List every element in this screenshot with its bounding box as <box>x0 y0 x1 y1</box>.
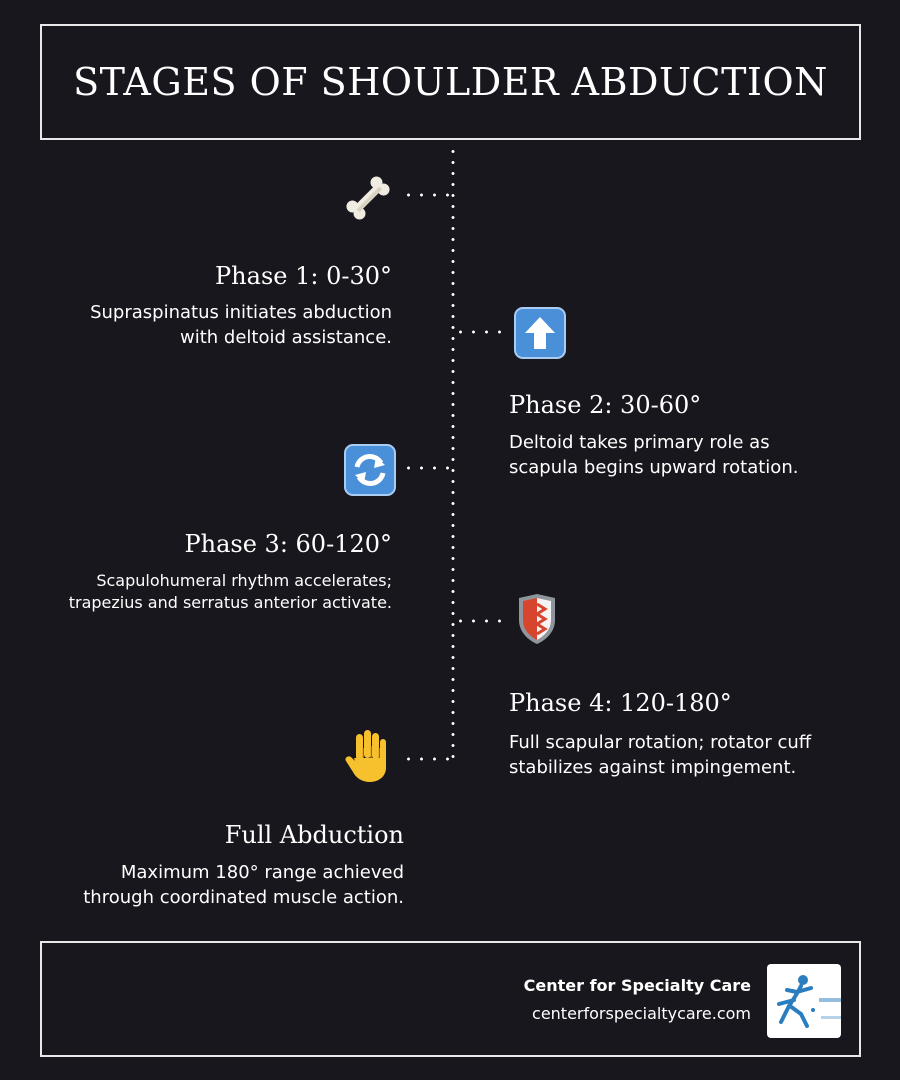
phase-2-description <box>509 430 798 480</box>
runner-logo-icon <box>767 964 841 1038</box>
phase-3-desc-line: trapezius and serratus anterior activate. <box>68 593 392 612</box>
connector-dots <box>402 465 452 471</box>
up-arrow-icon <box>513 306 567 360</box>
full-abduction-description <box>83 860 404 910</box>
phase-2-desc-line: Deltoid takes primary role as <box>509 432 770 453</box>
connector-dots <box>402 192 452 198</box>
phase-2-title: Phase 2: 30-60° <box>509 391 702 419</box>
connector-dots <box>454 618 504 624</box>
connector-dots <box>454 329 504 335</box>
full-abduction-desc-line: Maximum 180° range achieved <box>120 862 404 883</box>
phase-4-description <box>509 730 811 780</box>
phase-1-title: Phase 1: 0-30° <box>215 262 392 290</box>
title-box <box>40 24 861 140</box>
phase-3-title: Phase 3: 60-120° <box>184 530 392 558</box>
phase-3-description <box>69 570 392 614</box>
connector-dots <box>402 756 452 762</box>
phase-2-desc-line: scapula begins upward rotation. <box>509 457 799 478</box>
shield-icon <box>515 592 559 646</box>
phase-1-desc-line: with deltoid assistance. <box>180 327 392 348</box>
full-abduction-title: Full Abduction <box>224 821 404 849</box>
phase-1-description <box>90 300 392 350</box>
raised-hand-icon <box>342 728 396 784</box>
website-link[interactable]: centerforspecialtycare.com <box>532 1004 751 1023</box>
phase-3-desc-line: Scapulohumeral rhythm accelerates; <box>96 571 392 590</box>
organization-logo <box>767 964 841 1038</box>
bone-icon <box>341 171 395 225</box>
phase-4-desc-line: Full scapular rotation; rotator cuff <box>509 732 812 753</box>
full-abduction-desc-line: through coordinated muscle action. <box>83 887 404 908</box>
footer <box>40 941 861 1057</box>
page-title: STAGES OF SHOULDER ABDUCTION <box>73 60 828 104</box>
phase-1-desc-line: Supraspinatus initiates abduction <box>90 302 392 323</box>
phase-4-title: Phase 4: 120-180° <box>509 689 732 717</box>
phase-4-desc-line: stabilizes against impingement. <box>509 757 797 778</box>
organization-name: Center for Specialty Care <box>523 976 751 995</box>
timeline-line <box>450 146 456 766</box>
rotate-arrows-icon <box>343 443 397 497</box>
